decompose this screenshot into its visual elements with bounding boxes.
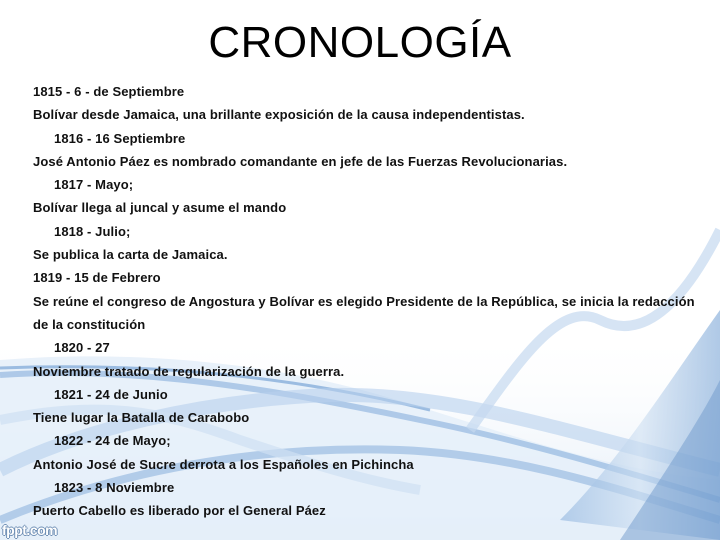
timeline-date: 1818 - Julio;	[54, 223, 131, 239]
timeline-event: Antonio José de Sucre derrota a los Españoles en Pichincha	[33, 456, 414, 472]
timeline-event: Bolívar llega al juncal y asume el mando	[33, 200, 287, 216]
timeline-event: Se reúne el congreso de Angostura y Bolívar es elegido Presidente de la República, se inicia la redacción de la constitución	[33, 293, 695, 332]
timeline-date: 1815 - 6 - de Septiembre	[33, 84, 185, 99]
slide-title: CRONOLOGÍA	[208, 18, 512, 67]
timeline-date: 1822 - 24 de Mayo;	[54, 433, 171, 449]
timeline-event: José Antonio Páez es nombrado comandante en jefe de las Fuerzas Revolucionarias.	[33, 153, 568, 169]
timeline-event: Bolívar desde Jamaica, una brillante exposición de la causa independentistas.	[33, 107, 525, 123]
timeline-date: 1816 - 16 Septiembre	[54, 130, 186, 146]
timeline-event: Noviembre tratado de regularización de la guerra.	[33, 363, 345, 379]
timeline-date: 1819 - 15 de Febrero	[33, 270, 161, 286]
timeline-event: Puerto Cabello es liberado por el General Páez	[33, 503, 326, 519]
timeline-date: 1817 - Mayo;	[54, 177, 134, 193]
timeline-date: 1821 - 24 de Junio	[54, 386, 168, 402]
timeline-date: 1820 - 27	[54, 340, 110, 356]
fppt-watermark-logo: fppt.com	[2, 522, 58, 538]
timeline-date: 1823 - 8 Noviembre	[54, 480, 175, 496]
timeline-event: Tiene lugar la Batalla de Carabobo	[33, 410, 250, 426]
timeline-event: Se publica la carta de Jamaica.	[33, 247, 228, 263]
timeline-list	[33, 80, 703, 523]
